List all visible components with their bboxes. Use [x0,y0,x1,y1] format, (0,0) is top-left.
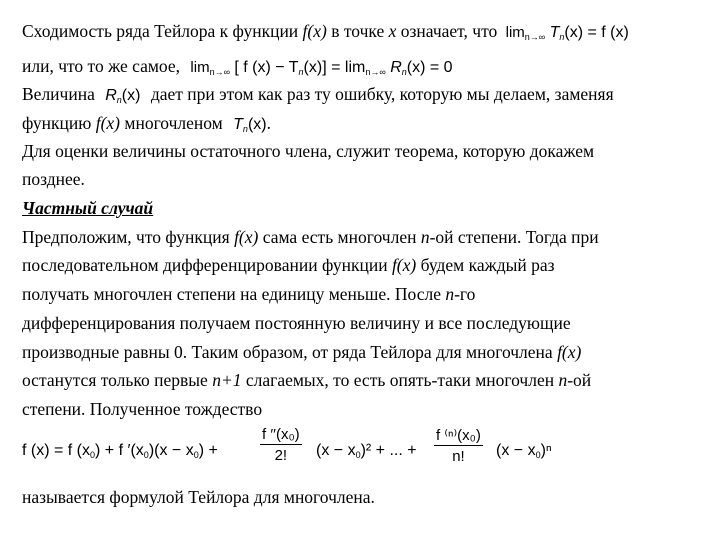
lim-sub: n→∞ [209,67,230,77]
formula-text: )(x − x [148,442,194,459]
formula-text: )² + ... + [360,442,417,459]
numerator: f ⁽ⁿ⁾(x₀) [436,427,481,444]
n-sub: n [401,67,407,77]
paragraph-value [22,83,614,111]
taylor-formula [22,426,562,476]
text: Сходимость ряда Тейлора к функции [22,21,303,41]
denominator: n! [452,448,465,465]
text: будем каждый раз [416,255,555,275]
R-symbol: R [105,87,117,104]
sub-zero: 0 [535,450,541,460]
arg: (x) [247,116,267,133]
n-sub: n [298,67,304,77]
R-symbol: R [385,59,402,76]
formula-text: )ⁿ [540,442,552,459]
T-symbol: T [233,116,243,133]
text: . [266,113,271,133]
formula-segment-1 [22,442,218,460]
text: -ой степени. Тогда при [429,227,599,247]
text: получать многочлен степени на единицу меньше. После [22,284,446,304]
sub-zero: 0 [90,450,96,460]
paragraph-line-3 [22,283,475,305]
text: означает, что [396,21,498,41]
lim-sub: n→∞ [524,32,546,42]
sub-zero: 0 [143,450,149,460]
text: функцию [22,113,96,133]
lim-end: (x) = f (x) [564,24,629,41]
paragraph-convergence [22,20,629,48]
text: -ой [567,370,592,390]
text: сама есть многочлен [258,227,421,247]
lim-word: lim [505,24,525,41]
formula-part: [ f (x) − T [234,59,299,76]
formula-text: f (x) = f (x [22,442,90,459]
polynomial-symbol [233,113,266,133]
n-sub: n [242,124,248,134]
limit-formula [506,21,629,41]
paragraph-line-4: дифференцирования получаем постоянную величину и все последующие [22,313,571,333]
formula-text: (x − x [316,442,356,459]
function-fx: f(x) [95,113,120,133]
function-fx: f(x) [391,255,417,275]
text: дает при этом как раз ту ошибку, которую мы делаем, заменяя [150,84,614,104]
formula-text: ) + f ′(x [95,442,144,459]
function-fx: f(x) [234,227,259,247]
paragraph-final: называется формулой Тейлора для многочлена. [22,487,375,507]
paragraph-function [22,112,271,140]
lim-sub: n→∞ [365,67,386,77]
limit-formula-2 [190,56,452,76]
arg: (x) [121,87,141,104]
paragraph-estimate-1: Для оценки величины остаточного члена, служит теорема, которую докажем [22,141,595,161]
section-heading: Частный случай [22,198,154,218]
paragraph-line-1 [22,226,599,248]
text: останутся только первые [22,370,213,390]
text: в точке [326,21,389,41]
paragraph-equivalent [22,55,453,83]
n-sub: n [116,95,122,105]
text: Величина [22,84,95,104]
text: многочленом [120,113,223,133]
remainder-symbol [105,84,140,104]
function-fx: f(x) [302,21,327,41]
n-sub: n [559,32,565,42]
lim-word: lim [190,59,210,76]
text: производные равны 0. Таким образом, от ряда Тейлора для многочлена [22,342,558,362]
text: слагаемых, то есть опять-таки многочлен [241,370,559,390]
text: -го [454,284,476,304]
var-n: n [445,284,455,304]
T-symbol: T [549,24,560,41]
fraction-nth-derivative [434,426,483,465]
formula-part: (x)] = lim [303,59,366,76]
paragraph-line-7: степени. Полученное тождество [22,399,263,419]
text: Предположим, что функция [22,227,235,247]
var-x: x [388,21,397,41]
paragraph-line-2 [22,254,555,276]
numerator: f ′′(x₀) [262,426,300,443]
formula-part: (x) = 0 [406,59,453,76]
sub-zero: 0 [193,450,199,460]
denominator: 2! [274,447,288,464]
formula-text: ) + [198,442,218,459]
text: или, что то же самое, [22,56,181,76]
paragraph-estimate-2: позднее. [22,169,85,189]
var-n: n [420,227,430,247]
formula-segment-3 [496,442,552,460]
formula-text: (x − x [496,442,536,459]
paragraph-line-6 [22,369,591,391]
paragraph-line-5 [22,341,581,363]
text: последовательном дифференцировании функции [22,255,392,275]
formula-segment-2 [316,442,417,460]
function-fx: f(x) [557,342,582,362]
fraction-second-derivative [260,426,302,464]
sub-zero: 0 [355,450,361,460]
var-n-plus-1: n+1 [212,370,242,390]
var-n: n [558,370,568,390]
